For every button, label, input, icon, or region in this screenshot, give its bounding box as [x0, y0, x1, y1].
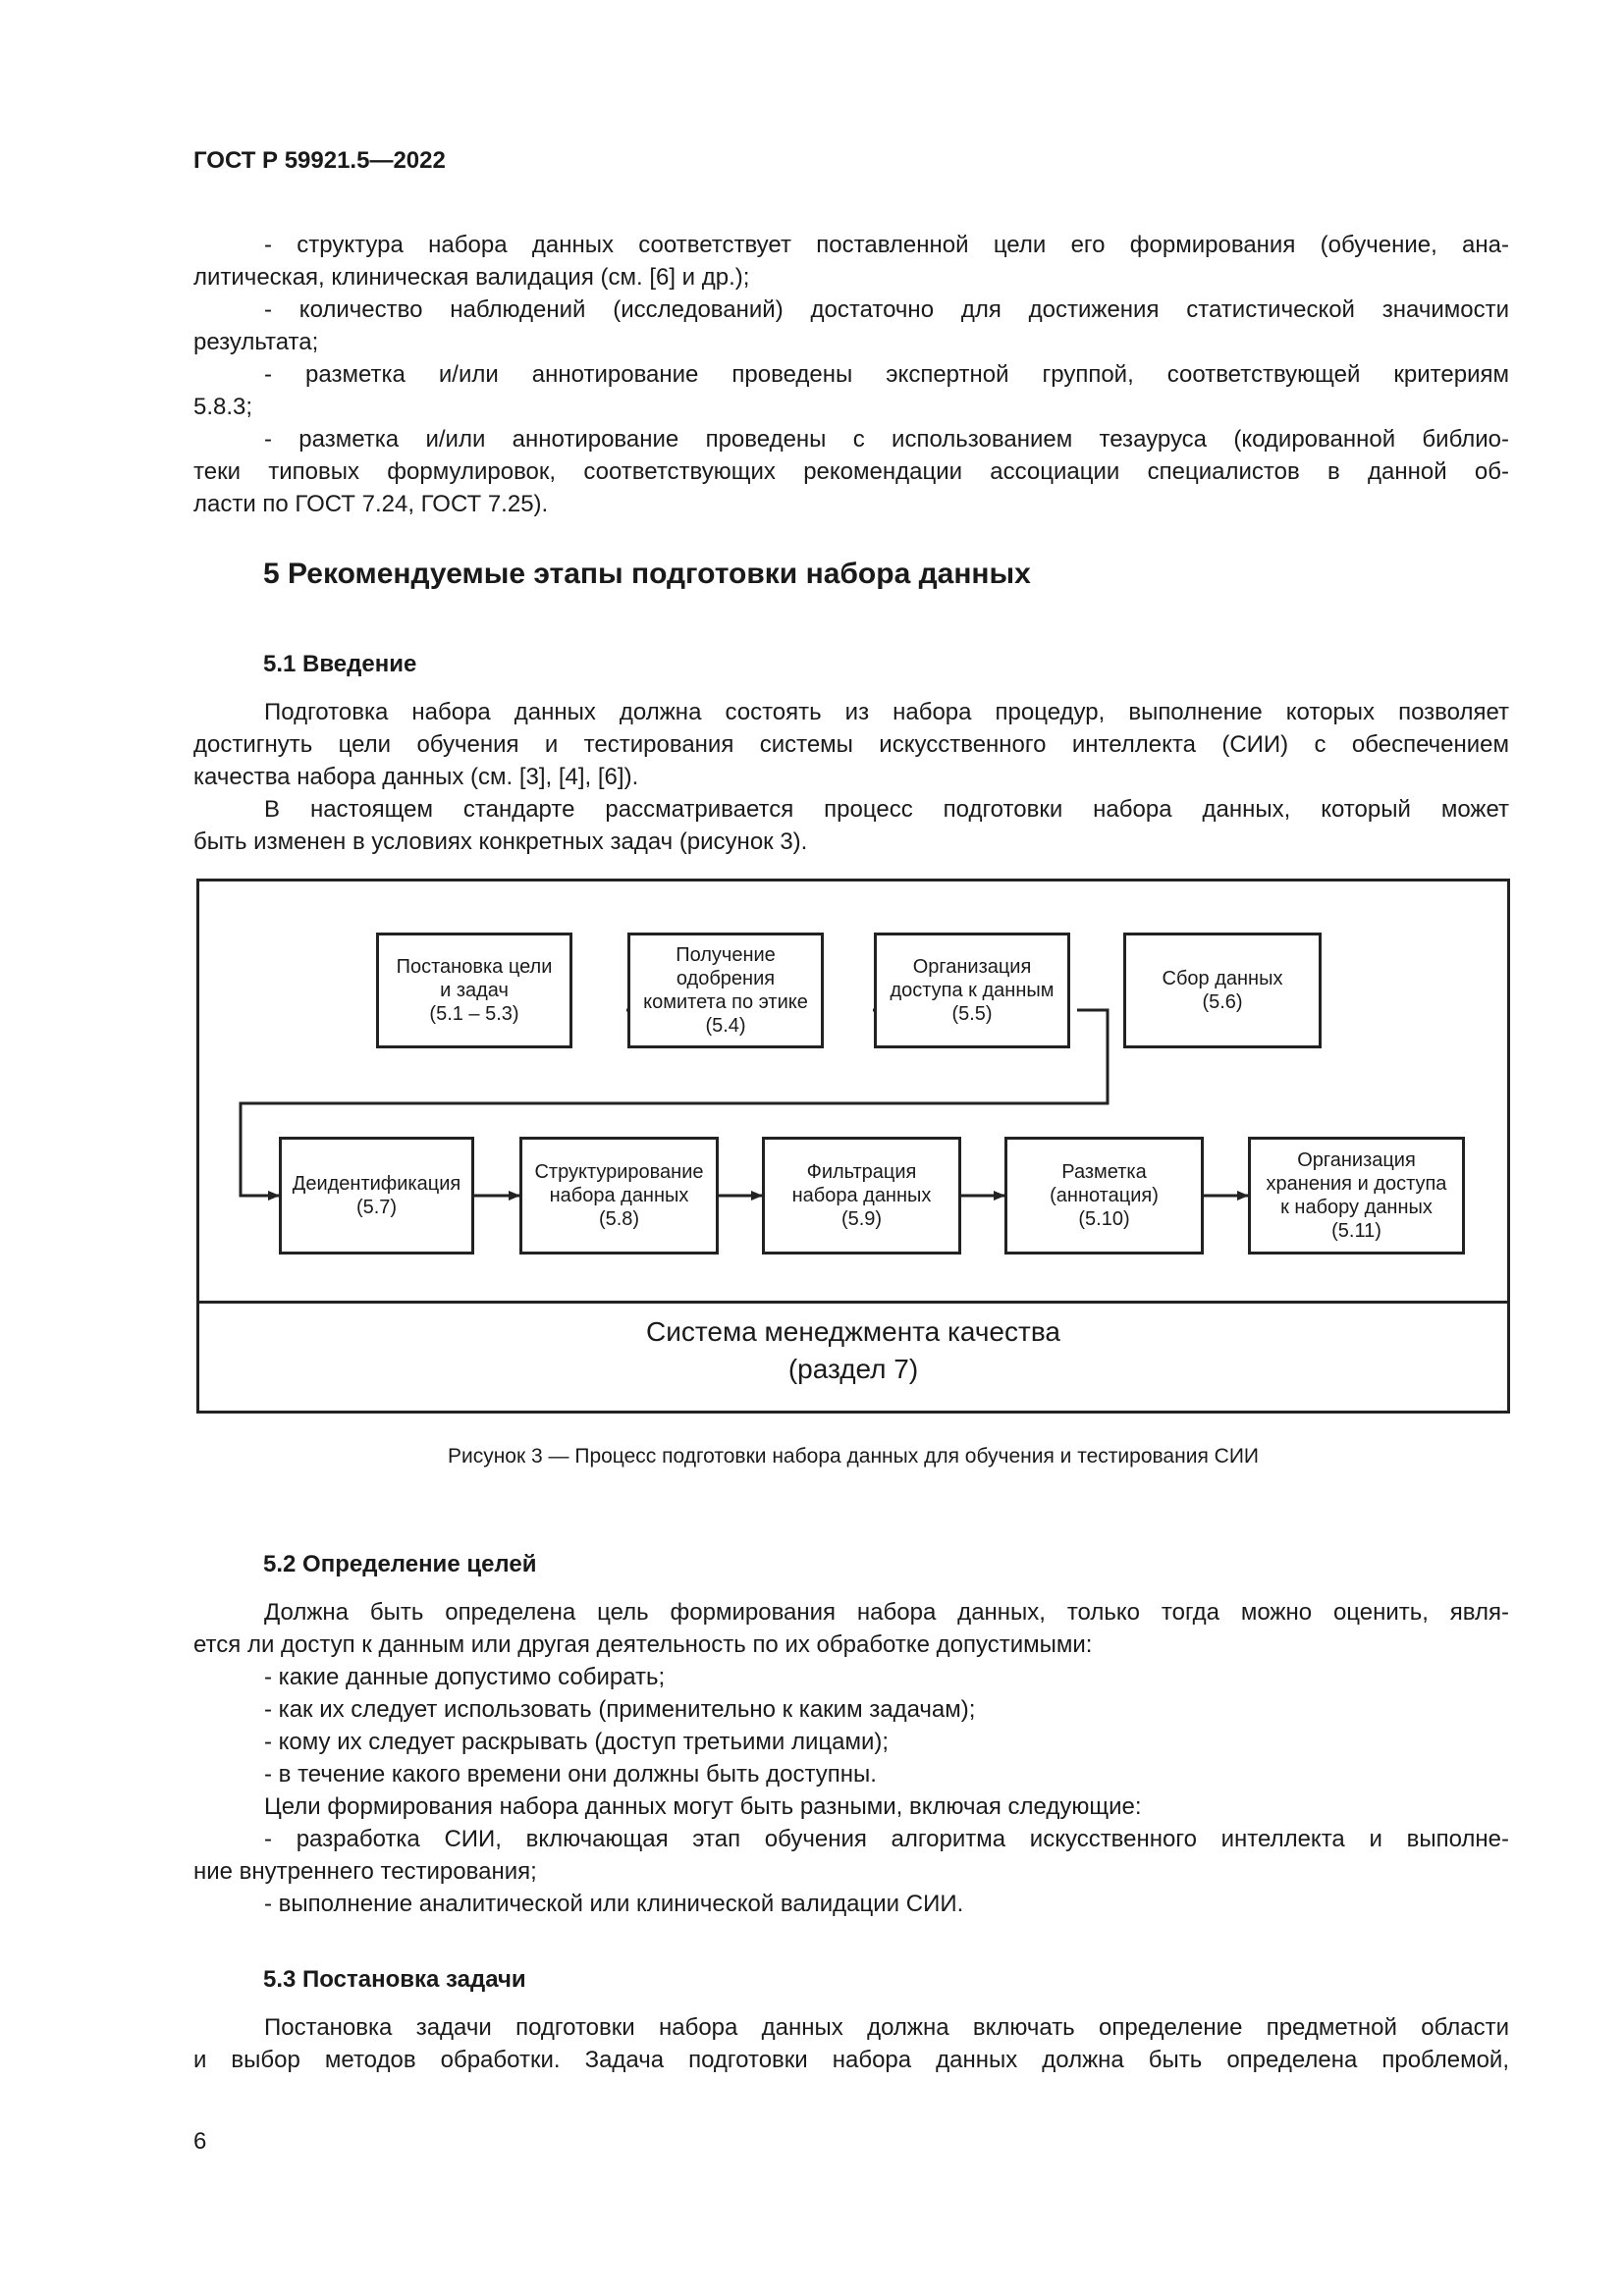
step-annotation: Разметка (аннотация) (5.10)	[1004, 1137, 1204, 1255]
list-item: - разметка и/или аннотирование проведены экспертной группой, соответствующей критериям	[264, 361, 1509, 388]
list-item-cont: результата;	[193, 329, 319, 355]
paragraph-line: Должна быть определена цель формирования набора данных, только тогда можно оценить, явля-	[264, 1599, 1509, 1626]
list-item: - разметка и/или аннотирование проведены с использованием тезауруса (кодированной библио-	[264, 426, 1509, 453]
process-diagram	[196, 879, 1510, 1414]
step-structuring: Структурирование набора данных (5.8)	[519, 1137, 719, 1255]
list-item: - количество наблюдений (исследований) достаточно для достижения статистической значимости	[264, 296, 1509, 323]
document-header: ГОСТ Р 59921.5—2022	[193, 147, 446, 174]
paragraph-line: и выбор методов обработки. Задача подготовки набора данных должна быть определена проблемой,	[193, 2047, 1509, 2073]
paragraph-line: ется ли доступ к данным или другая деятельность по их обработке допустимыми:	[193, 1631, 1093, 1658]
section-5-1-title: 5.1 Введение	[263, 651, 417, 677]
step-deidentification: Деидентификация (5.7)	[279, 1137, 474, 1255]
list-item-cont: ние внутреннего тестирования;	[193, 1858, 537, 1885]
page-number: 6	[193, 2128, 207, 2155]
section-5-2-title: 5.2 Определение целей	[263, 1551, 537, 1577]
step-storage-access: Организация хранения и доступа к набору данных (5.11)	[1248, 1137, 1465, 1255]
step-data-access: Организация доступа к данным (5.5)	[874, 933, 1070, 1048]
step-ethics-approval: Получение одобрения комитета по этике (5.4)	[627, 933, 824, 1048]
section-5-3-body	[193, 2011, 1509, 2076]
section-5-1-body	[193, 696, 1509, 858]
qms-divider	[199, 1301, 1507, 1304]
list-item: - кому их следует раскрывать (доступ третьими лицами);	[264, 1729, 890, 1755]
step-goal-setting: Постановка цели и задач (5.1 – 5.3)	[376, 933, 572, 1048]
quality-management-system: Система менеджмента качества (раздел 7)	[646, 1316, 1060, 1384]
list-item: - структура набора данных соответствует поставленной цели его формирования (обучение, ана-	[264, 232, 1509, 258]
paragraph-line: Цели формирования набора данных могут быть разными, включая следующие:	[264, 1793, 1142, 1820]
paragraph-line: качества набора данных (см. [3], [4], [6]).	[193, 764, 639, 790]
paragraph-line: Подготовка набора данных должна состоять из набора процедур, выполнение которых позволяет	[264, 699, 1509, 725]
list-item-cont: ласти по ГОСТ 7.24, ГОСТ 7.25).	[193, 491, 549, 517]
paragraph-line: Постановка задачи подготовки набора данных должна включать определение предметной области	[264, 2014, 1509, 2041]
paragraph-line: достигнуть цели обучения и тестирования системы искусственного интеллекта (СИИ) с обеспечением	[193, 731, 1509, 758]
intro-list	[193, 229, 1509, 520]
figure-caption: Рисунок 3 — Процесс подготовки набора данных для обучения и тестирования СИИ	[447, 1445, 1260, 1468]
list-item: - выполнение аналитической или клинической валидации СИИ.	[264, 1891, 964, 1917]
paragraph-line: быть изменен в условиях конкретных задач (рисунок 3).	[193, 828, 808, 855]
list-item: - разработка СИИ, включающая этап обучения алгоритма искусственного интеллекта и выполне-	[264, 1826, 1509, 1852]
step-filtering: Фильтрация набора данных (5.9)	[762, 1137, 961, 1255]
list-item: - в течение какого времени они должны быть доступны.	[264, 1761, 877, 1788]
list-item: - какие данные допустимо собирать;	[264, 1664, 666, 1690]
list-item: - как их следует использовать (применительно к каким задачам);	[264, 1696, 976, 1723]
section-5-2-body	[193, 1596, 1509, 1920]
list-item-cont: теки типовых формулировок, соответствующих рекомендации ассоциации специалистов в данной об-	[193, 458, 1509, 485]
section-5-3-title: 5.3 Постановка задачи	[263, 1966, 526, 1993]
list-item-cont: 5.8.3;	[193, 394, 253, 420]
list-item-cont: литическая, клиническая валидация (см. [6] и др.);	[193, 264, 750, 291]
section-5-title: 5 Рекомендуемые этапы подготовки набора данных	[263, 558, 1031, 590]
paragraph-line: В настоящем стандарте рассматривается процесс подготовки набора данных, который может	[264, 796, 1509, 823]
step-data-collection: Сбор данных (5.6)	[1123, 933, 1322, 1048]
